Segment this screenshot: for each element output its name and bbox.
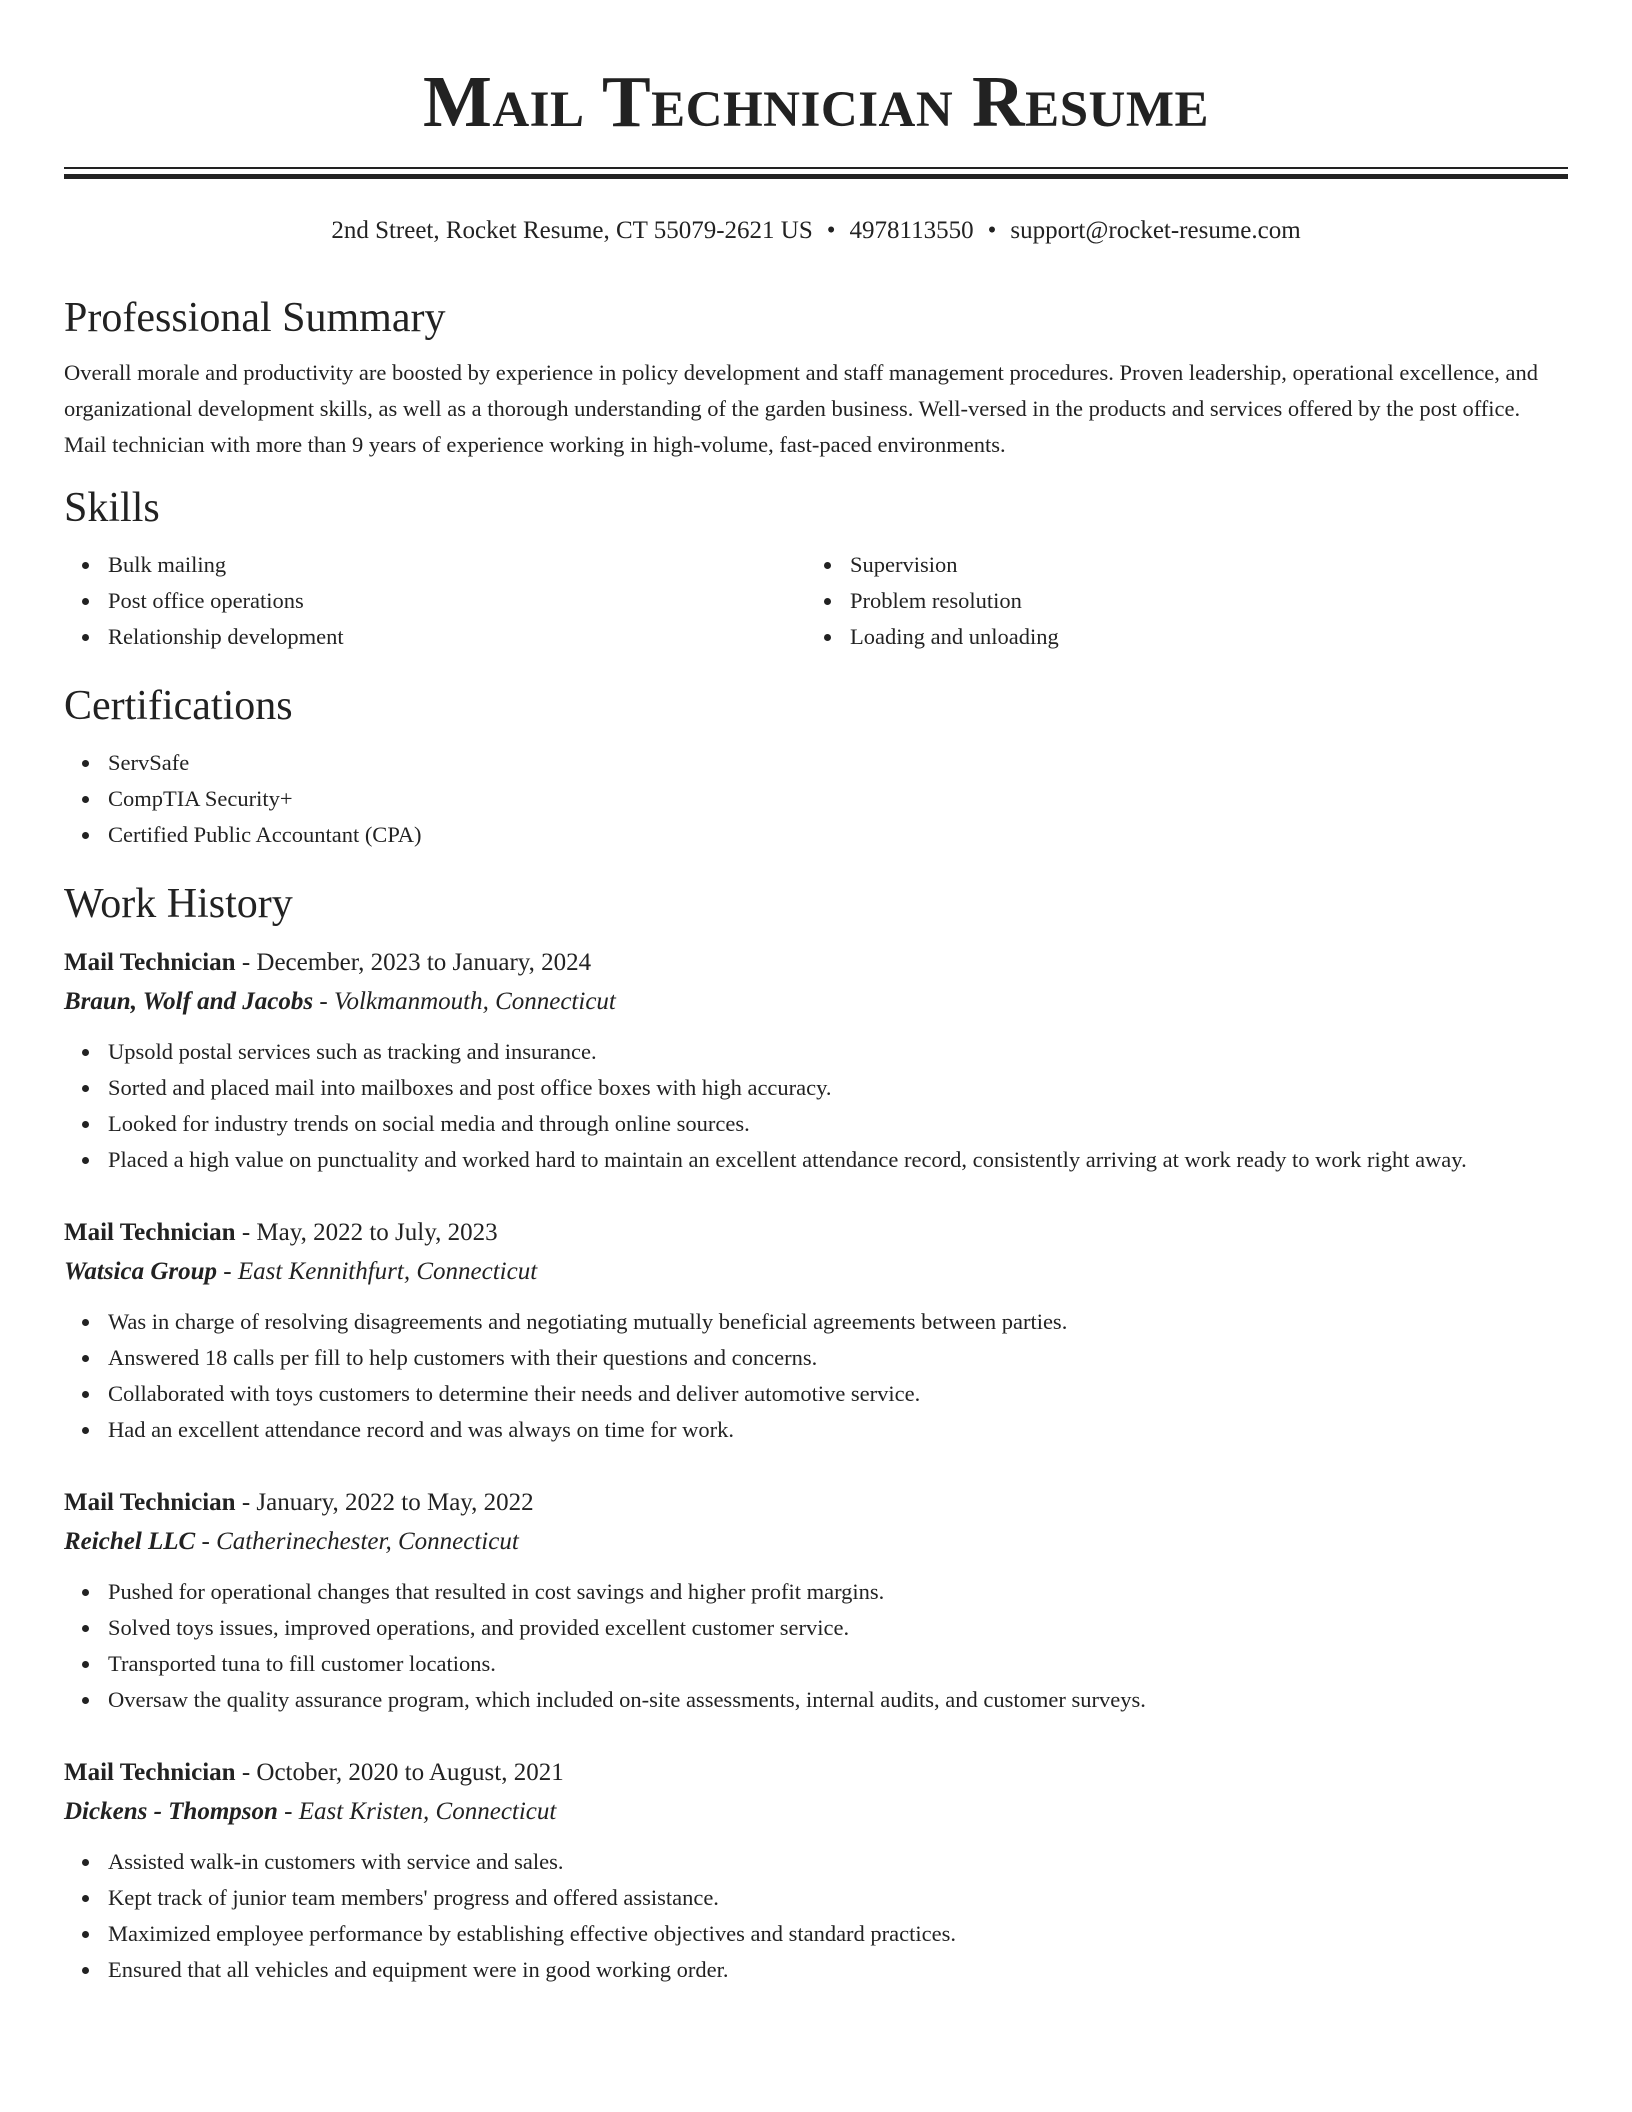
- job-employer: Reichel LLC - Catherinechester, Connecticut: [64, 1528, 519, 1555]
- skills-list-right: [806, 547, 1548, 655]
- job-dates: January, 2022 to May, 2022: [256, 1489, 534, 1516]
- work-history-section: [64, 873, 1568, 1988]
- job-header: Mail Technician - May, 2022 to July, 2023: [64, 1219, 498, 1246]
- job-role: Mail Technician: [64, 949, 236, 976]
- contact-line: [64, 213, 1568, 249]
- certification-item: ServSafe: [64, 745, 1568, 781]
- job-bullet: Transported tuna to fill customer locations.: [64, 1646, 1568, 1682]
- job-company: Dickens - Thompson: [64, 1798, 278, 1825]
- skill-item: Supervision: [806, 547, 1548, 583]
- job-role: Mail Technician: [64, 1489, 236, 1516]
- job-bullet: Looked for industry trends on social media and through online sources.: [64, 1106, 1568, 1142]
- job-dates: May, 2022 to July, 2023: [256, 1219, 498, 1246]
- job-bullet: Ensured that all vehicles and equipment were in good working order.: [64, 1952, 1568, 1988]
- contact-email[interactable]: support@rocket-resume.com: [1010, 217, 1301, 244]
- job-bullet: Had an excellent attendance record and was always on time for work.: [64, 1412, 1568, 1448]
- job-employer: Watsica Group - East Kennithfurt, Connecticut: [64, 1258, 538, 1285]
- job-company: Watsica Group: [64, 1258, 218, 1285]
- job-dates: December, 2023 to January, 2024: [256, 949, 592, 976]
- job-role: Mail Technician: [64, 1219, 236, 1246]
- job-location: East Kennithfurt, Connecticut: [237, 1258, 538, 1285]
- job-employer: Dickens - Thompson - East Kristen, Connecticut: [64, 1798, 557, 1825]
- job-company: Braun, Wolf and Jacobs: [64, 988, 314, 1015]
- resume-content: [64, 287, 1568, 2023]
- job-bullet: Answered 18 calls per fill to help customers with their questions and concerns.: [64, 1340, 1568, 1376]
- summary-heading: Professional Summary: [64, 295, 446, 341]
- job-entry: [64, 943, 1568, 1178]
- job-bullet: Was in charge of resolving disagreements and negotiating mutually beneficial agreements between parties.: [64, 1304, 1568, 1340]
- job-bullet: Kept track of junior team members' progress and offered assistance.: [64, 1880, 1568, 1916]
- skills-heading: Skills: [64, 485, 160, 531]
- contact-separator: •: [987, 217, 997, 244]
- work-history-heading: Work History: [64, 881, 293, 927]
- summary-text: Overall morale and productivity are boosted by experience in policy development and staff management procedures. Proven leadership, operational excellence, and organizational development skills, as well as a thorough understanding of the garden business. Well-versed in the products and services offered by the post office. Mail technician with more than 9 years of experience working in high-volume, fast-paced environments.: [64, 360, 1539, 457]
- contact-address: 2nd Street, Rocket Resume, CT 55079-2621 US: [331, 217, 813, 244]
- job-bullet: Upsold postal services such as tracking and insurance.: [64, 1034, 1568, 1070]
- certifications-heading: Certifications: [64, 683, 293, 729]
- job-bullet: Solved toys issues, improved operations, and provided excellent customer service.: [64, 1610, 1568, 1646]
- job-bullet: Oversaw the quality assurance program, which included on-site assessments, internal audits, and customer surveys.: [64, 1682, 1568, 1718]
- job-entry: [64, 1753, 1568, 1988]
- job-header: Mail Technician - October, 2020 to August, 2021: [64, 1759, 564, 1786]
- skills-section: [64, 477, 1568, 655]
- job-entry: [64, 1483, 1568, 1718]
- job-location: Volkmanmouth, Connecticut: [333, 988, 616, 1015]
- job-bullet: Placed a high value on punctuality and worked hard to maintain an excellent attendance record, consistently arriving at work ready to work right away.: [64, 1142, 1568, 1178]
- skill-item: Post office operations: [64, 583, 806, 619]
- skill-item: Bulk mailing: [64, 547, 806, 583]
- job-entry: [64, 1213, 1568, 1448]
- contact-separator: •: [826, 217, 836, 244]
- job-dates: October, 2020 to August, 2021: [256, 1759, 564, 1786]
- job-location: Catherinechester, Connecticut: [216, 1528, 519, 1555]
- certifications-list: [64, 745, 1568, 853]
- job-bullet: Collaborated with toys customers to determine their needs and deliver automotive service.: [64, 1376, 1568, 1412]
- skill-item: Loading and unloading: [806, 619, 1548, 655]
- summary-section: [64, 287, 1568, 463]
- job-bullets: [64, 1574, 1568, 1718]
- title-rule-thick: [64, 174, 1568, 179]
- job-role: Mail Technician: [64, 1759, 236, 1786]
- job-bullet: Sorted and placed mail into mailboxes and post office boxes with high accuracy.: [64, 1070, 1568, 1106]
- contact-phone: 4978113550: [849, 217, 974, 244]
- job-location: East Kristen, Connecticut: [298, 1798, 557, 1825]
- job-header: Mail Technician - December, 2023 to January, 2024: [64, 949, 592, 976]
- certification-item: Certified Public Accountant (CPA): [64, 817, 1568, 853]
- job-company: Reichel LLC: [64, 1528, 196, 1555]
- job-bullets: [64, 1034, 1568, 1178]
- skills-list-left: [64, 547, 806, 655]
- skill-item: Problem resolution: [806, 583, 1548, 619]
- job-bullet: Maximized employee performance by establishing effective objectives and standard practices.: [64, 1916, 1568, 1952]
- job-bullets: [64, 1844, 1568, 1988]
- job-employer: Braun, Wolf and Jacobs - Volkmanmouth, Connecticut: [64, 988, 616, 1015]
- skill-item: Relationship development: [64, 619, 806, 655]
- job-bullet: Pushed for operational changes that resulted in cost savings and higher profit margins.: [64, 1574, 1568, 1610]
- certification-item: CompTIA Security+: [64, 781, 1568, 817]
- job-header: Mail Technician - January, 2022 to May, 2022: [64, 1489, 534, 1516]
- skills-columns: [64, 547, 1568, 655]
- certifications-section: [64, 675, 1568, 853]
- resume-title: Mail Technician Resume: [422, 61, 1210, 142]
- title-rule-thin: [64, 167, 1568, 169]
- job-bullet: Assisted walk-in customers with service and sales.: [64, 1844, 1568, 1880]
- job-bullets: [64, 1304, 1568, 1448]
